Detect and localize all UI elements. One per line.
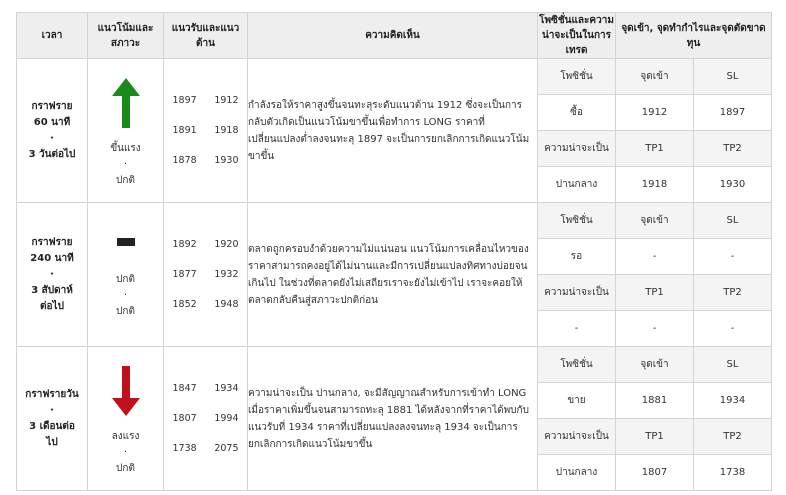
table-row xyxy=(17,59,772,95)
level-pair xyxy=(173,260,239,290)
support-level: 1847 xyxy=(172,383,197,394)
trade-cell: - xyxy=(538,311,616,347)
support-level: 1807 xyxy=(172,413,197,424)
trend-label: ปกติ xyxy=(116,306,135,317)
trade-cell: TP1 xyxy=(616,419,694,455)
timeframe-line: · xyxy=(50,404,54,416)
levels-cell xyxy=(164,59,248,203)
trade-cell: SL xyxy=(694,203,772,239)
trade-cell: โพซิชั่น xyxy=(538,203,616,239)
table-row xyxy=(17,347,772,383)
header-entry-exit: จุดเข้า, จุดทำกำไรและจุดตัดขาดทุน xyxy=(616,13,772,59)
trade-cell: TP2 xyxy=(694,419,772,455)
timeframe-cell xyxy=(17,347,88,491)
level-pair xyxy=(173,404,239,434)
trade-cell: 1897 xyxy=(694,95,772,131)
trade-cell: 1881 xyxy=(616,383,694,419)
header-support-resistance: แนวรับและแนวต้าน xyxy=(164,13,248,59)
timeframe-line: 3 เดือนต่อ xyxy=(29,420,75,432)
trade-cell: จุดเข้า xyxy=(616,347,694,383)
trade-cell: SL xyxy=(694,59,772,95)
trade-cell: TP2 xyxy=(694,275,772,311)
trend-label: ปกติ xyxy=(116,274,135,285)
resistance-level: 1994 xyxy=(214,413,239,424)
level-pair xyxy=(173,86,239,116)
resistance-level: 1912 xyxy=(214,95,239,106)
trade-cell: TP2 xyxy=(694,131,772,167)
timeframe-line: · xyxy=(50,268,54,280)
trade-cell: ซื้อ xyxy=(538,95,616,131)
header-trend: แนวโน้มและสภาวะ xyxy=(88,13,164,59)
timeframe-line: 3 วันต่อไป xyxy=(28,148,76,160)
trade-cell: จุดเข้า xyxy=(616,59,694,95)
comment-cell: กำลังรอให้ราคาสูงขึ้นจนทะลุระดับแนวต้าน 1912 ซึ่งจะเป็นการกลับตัวเกิดเป็นแนวโน้มขาขึ้นเพื่อทำการ LONG ราคาที่เปลี่ยนแปลงต่ำลงจนทะลุ 1897 จะเป็นการยกเลิกการเกิดแนวโน้มขาขึ้น xyxy=(248,59,538,203)
resistance-level: 2075 xyxy=(214,443,239,454)
trade-cell: - xyxy=(616,311,694,347)
dash-icon xyxy=(117,238,135,246)
support-level: 1897 xyxy=(172,95,197,106)
trade-cell: 1918 xyxy=(616,167,694,203)
support-level: 1891 xyxy=(172,125,197,136)
timeframe-line: ไป xyxy=(46,436,58,448)
timeframe-line: กราฟรายวัน xyxy=(25,388,79,400)
levels-cell xyxy=(164,347,248,491)
trade-cell: TP1 xyxy=(616,131,694,167)
trade-cell: ความน่าจะเป็น xyxy=(538,275,616,311)
arrow-up-icon xyxy=(111,78,141,128)
timeframe-line: กราฟราย xyxy=(31,236,73,248)
trade-cell: 1930 xyxy=(694,167,772,203)
trade-cell: ปานกลาง xyxy=(538,167,616,203)
header-timeframe: เวลา xyxy=(17,13,88,59)
trend-cell xyxy=(88,59,164,203)
level-pair xyxy=(173,290,239,320)
support-level: 1877 xyxy=(172,269,197,280)
trade-cell: จุดเข้า xyxy=(616,203,694,239)
support-level: 1738 xyxy=(172,443,197,454)
trend-cell xyxy=(88,347,164,491)
trend-label: · xyxy=(123,159,128,170)
timeframe-cell xyxy=(17,59,88,203)
trend-label: ปกติ xyxy=(116,463,135,474)
comment-cell: ตลาดถูกครอบงำด้วยความไม่แน่นอน แนวโน้มการเคลื่อนไหวของราคาสามารถคงอยู่ได้ไม่นานและมีการเปลี่ยนแปลงทิศทางบ่อยจนเกินไป ในช่วงที่ตลาดยังไม่เสถียรเราจะยังไม่เข้าไป เราจะคอยให้ตลาดกลับคืนสู่สภาวะปกติก่อน xyxy=(248,203,538,347)
level-pair xyxy=(173,146,239,176)
comment-cell: ความน่าจะเป็น ปานกลาง, จะมีสัญญาณสำหรับการเข้าทำ LONG เมื่อราคาเพิ่มขึ้นจนสามารถทะลุ 1881 ได้หลังจากที่ราคาได้พบกับแนวรับที่ 1934 ราคาที่เปลี่ยนแปลงลงจนทะลุ 1934 จะเป็นการยกเลิกการเกิดแนวโน้มขาขึ้น xyxy=(248,347,538,491)
timeframe-line: 3 สัปดาห์ xyxy=(31,284,73,296)
trade-cell: 1738 xyxy=(694,455,772,491)
resistance-level: 1930 xyxy=(214,155,239,166)
resistance-level: 1918 xyxy=(214,125,239,136)
trade-cell: ความน่าจะเป็น xyxy=(538,131,616,167)
timeframe-line: 60 นาที xyxy=(33,116,71,128)
trade-cell: 1934 xyxy=(694,383,772,419)
resistance-level: 1920 xyxy=(214,239,239,250)
trade-cell: รอ xyxy=(538,239,616,275)
trend-label: ปกติ xyxy=(116,175,135,186)
support-level: 1852 xyxy=(172,299,197,310)
header-position: โพซิชั่นและความน่าจะเป็นในการเทรด xyxy=(538,13,616,59)
arrow-down-icon xyxy=(111,366,141,416)
trade-cell: ขาย xyxy=(538,383,616,419)
timeframe-line: ต่อไป xyxy=(40,300,64,312)
trade-cell: โพซิชั่น xyxy=(538,347,616,383)
trade-cell: 1912 xyxy=(616,95,694,131)
trend-label: · xyxy=(123,447,128,458)
trade-cell: 1807 xyxy=(616,455,694,491)
level-pair xyxy=(173,116,239,146)
support-level: 1892 xyxy=(172,239,197,250)
timeframe-line: · xyxy=(50,132,54,144)
resistance-level: 1948 xyxy=(214,299,239,310)
trade-cell: โพซิชั่น xyxy=(538,59,616,95)
level-pair xyxy=(173,374,239,404)
timeframe-cell xyxy=(17,203,88,347)
table-row xyxy=(17,203,772,239)
trade-cell: SL xyxy=(694,347,772,383)
trade-cell: - xyxy=(694,311,772,347)
trade-cell: TP1 xyxy=(616,275,694,311)
trend-label: · xyxy=(123,290,128,301)
trade-cell: ปานกลาง xyxy=(538,455,616,491)
trade-cell: - xyxy=(694,239,772,275)
forecast-table xyxy=(16,12,772,491)
resistance-level: 1934 xyxy=(214,383,239,394)
header-row xyxy=(17,13,772,59)
trend-label: ลงแรง xyxy=(111,431,140,442)
trend-cell xyxy=(88,203,164,347)
level-pair xyxy=(173,230,239,260)
trade-cell: - xyxy=(616,239,694,275)
resistance-level: 1932 xyxy=(214,269,239,280)
timeframe-line: กราฟราย xyxy=(31,100,73,112)
trend-label: ขึ้นแรง xyxy=(110,143,141,154)
level-pair xyxy=(173,434,239,464)
timeframe-line: 240 นาที xyxy=(30,252,74,264)
support-level: 1878 xyxy=(172,155,197,166)
header-comment: ความคิดเห็น xyxy=(248,13,538,59)
trade-cell: ความน่าจะเป็น xyxy=(538,419,616,455)
levels-cell xyxy=(164,203,248,347)
